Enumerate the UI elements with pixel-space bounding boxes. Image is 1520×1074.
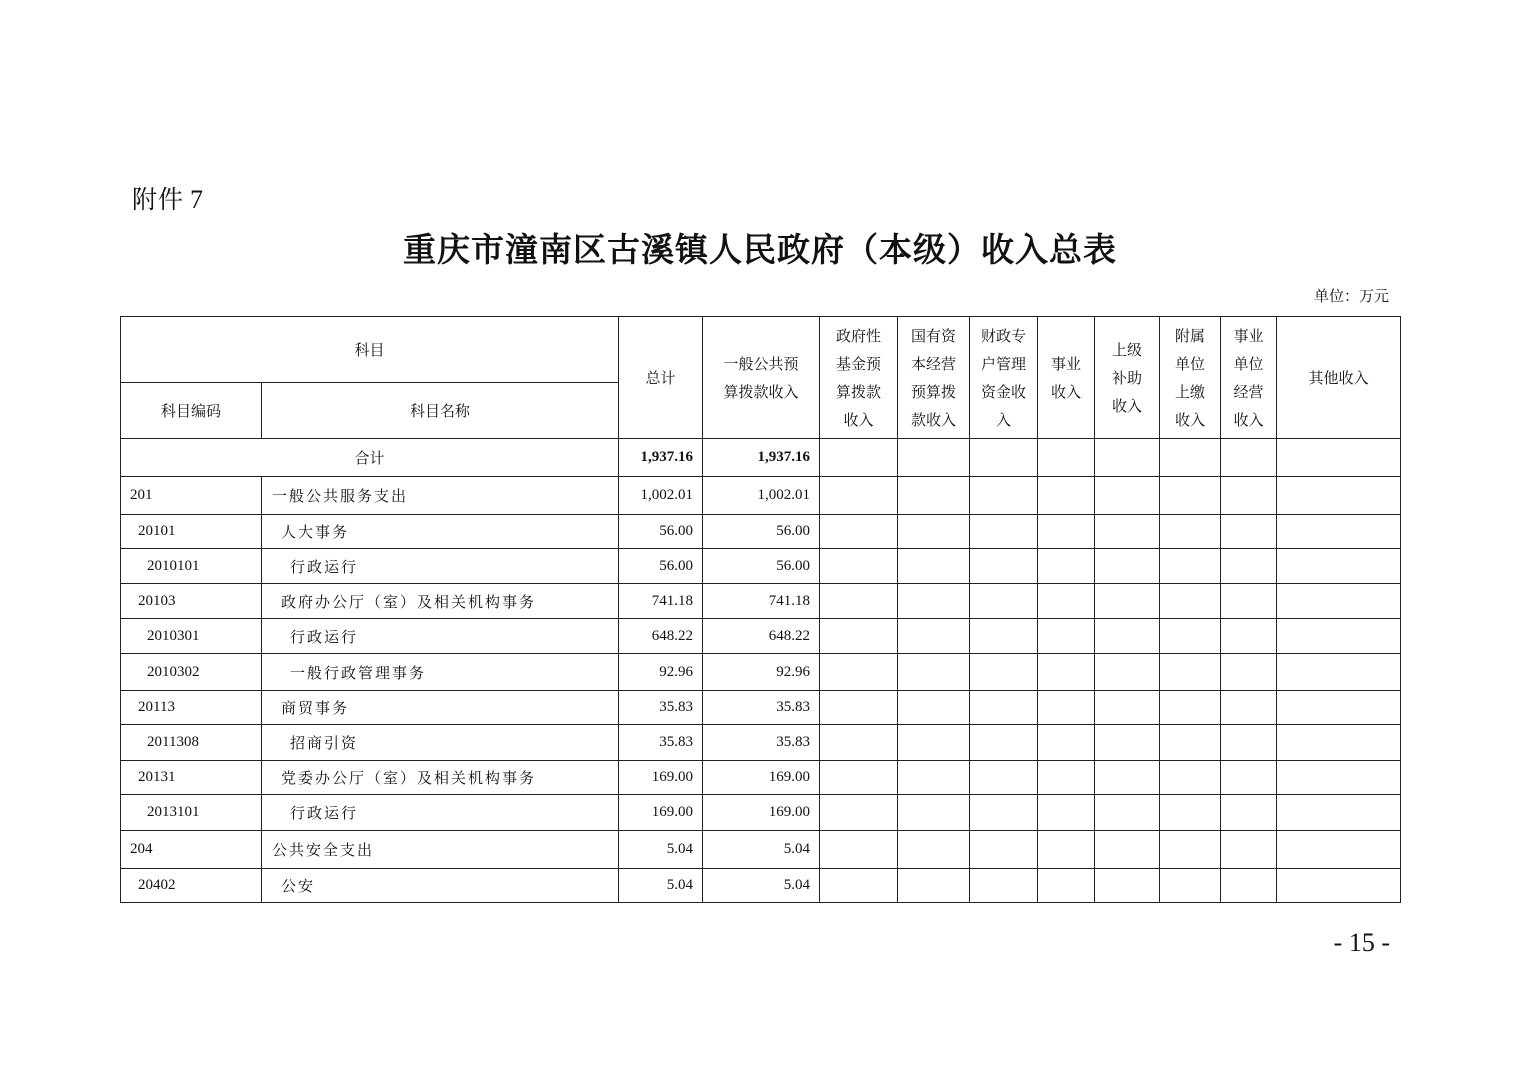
empty-cell (1277, 831, 1401, 869)
empty-cell (1160, 869, 1221, 903)
header-subject-name: 科目名称 (262, 383, 619, 439)
empty-cell (1038, 831, 1095, 869)
empty-cell (1221, 654, 1277, 691)
total-sum: 1,937.16 (619, 439, 703, 477)
empty-cell (1160, 477, 1221, 515)
empty-cell (1277, 549, 1401, 584)
table-row (121, 515, 1401, 549)
empty-cell (1221, 725, 1277, 761)
empty-cell (970, 725, 1038, 761)
total-cell: 5.04 (619, 831, 703, 869)
subject-code-cell: 20101 (121, 515, 262, 549)
total-general-budget: 1,937.16 (703, 439, 820, 477)
empty-cell (1038, 761, 1095, 795)
empty-cell (898, 584, 970, 619)
empty-cell (1277, 691, 1401, 725)
empty-cell (1038, 869, 1095, 903)
total-row (121, 439, 1401, 477)
subject-name-cell: 一般行政管理事务 (262, 654, 619, 691)
empty-cell (1095, 725, 1160, 761)
empty-cell (1160, 619, 1221, 654)
empty-cell (1277, 439, 1401, 477)
empty-cell (1095, 831, 1160, 869)
subject-code-cell: 20402 (121, 869, 262, 903)
empty-cell (898, 619, 970, 654)
empty-cell (1221, 619, 1277, 654)
total-label: 合计 (121, 439, 619, 477)
header-fiscal-account: 财政专户管理资金收入 (970, 317, 1038, 439)
total-cell: 5.04 (619, 869, 703, 903)
empty-cell (1160, 795, 1221, 831)
header-superior-subsidy: 上级补助收入 (1095, 317, 1160, 439)
subject-name-cell: 公安 (262, 869, 619, 903)
subject-code-cell: 20131 (121, 761, 262, 795)
empty-cell (1277, 515, 1401, 549)
empty-cell (898, 725, 970, 761)
subject-name-cell: 一般公共服务支出 (262, 477, 619, 515)
empty-cell (1160, 725, 1221, 761)
empty-cell (970, 515, 1038, 549)
empty-cell (1277, 795, 1401, 831)
table-row (121, 549, 1401, 584)
page-number: - 15 - (1333, 928, 1390, 957)
empty-cell (1221, 831, 1277, 869)
subject-name-cell: 公共安全支出 (262, 831, 619, 869)
empty-cell (1221, 691, 1277, 725)
empty-cell (898, 515, 970, 549)
header-operating: 事业单位经营收入 (1221, 317, 1277, 439)
empty-cell (820, 654, 898, 691)
empty-cell (1277, 619, 1401, 654)
empty-cell (1160, 549, 1221, 584)
general-budget-cell: 56.00 (703, 549, 820, 584)
table-row (121, 691, 1401, 725)
empty-cell (820, 725, 898, 761)
empty-cell (1160, 654, 1221, 691)
table-row (121, 761, 1401, 795)
empty-cell (1038, 439, 1095, 477)
empty-cell (820, 619, 898, 654)
empty-cell (970, 654, 1038, 691)
header-affiliated: 附属单位上缴收入 (1160, 317, 1221, 439)
general-budget-cell: 169.00 (703, 795, 820, 831)
empty-cell (1277, 654, 1401, 691)
general-budget-cell: 5.04 (703, 831, 820, 869)
general-budget-cell: 35.83 (703, 691, 820, 725)
header-other: 其他收入 (1277, 317, 1401, 439)
subject-name-cell: 商贸事务 (262, 691, 619, 725)
empty-cell (970, 439, 1038, 477)
empty-cell (1095, 439, 1160, 477)
empty-cell (1277, 761, 1401, 795)
empty-cell (970, 477, 1038, 515)
empty-cell (1277, 869, 1401, 903)
table-row (121, 831, 1401, 869)
page-title: 重庆市潼南区古溪镇人民政府（本级）收入总表 (403, 230, 1117, 269)
general-budget-cell: 5.04 (703, 869, 820, 903)
empty-cell (820, 691, 898, 725)
total-cell: 56.00 (619, 515, 703, 549)
empty-cell (1095, 549, 1160, 584)
empty-cell (898, 761, 970, 795)
empty-cell (820, 869, 898, 903)
empty-cell (1221, 584, 1277, 619)
subject-code-cell: 2010302 (121, 654, 262, 691)
empty-cell (820, 761, 898, 795)
empty-cell (1277, 477, 1401, 515)
header-state-capital: 国有资本经营预算拨款收入 (898, 317, 970, 439)
subject-name-cell: 行政运行 (262, 795, 619, 831)
general-budget-cell: 648.22 (703, 619, 820, 654)
total-cell: 56.00 (619, 549, 703, 584)
general-budget-cell: 56.00 (703, 515, 820, 549)
empty-cell (1277, 584, 1401, 619)
empty-cell (1095, 515, 1160, 549)
empty-cell (1221, 795, 1277, 831)
total-cell: 35.83 (619, 691, 703, 725)
empty-cell (1095, 654, 1160, 691)
empty-cell (1095, 691, 1160, 725)
header-total: 总计 (619, 317, 703, 439)
empty-cell (1221, 761, 1277, 795)
empty-cell (970, 795, 1038, 831)
empty-cell (898, 477, 970, 515)
header-gov-fund: 政府性基金预算拨款收入 (820, 317, 898, 439)
general-budget-cell: 741.18 (703, 584, 820, 619)
subject-name-cell: 行政运行 (262, 619, 619, 654)
empty-cell (820, 515, 898, 549)
empty-cell (898, 869, 970, 903)
empty-cell (1221, 439, 1277, 477)
general-budget-cell: 35.83 (703, 725, 820, 761)
subject-code-cell: 20113 (121, 691, 262, 725)
empty-cell (970, 549, 1038, 584)
total-cell: 169.00 (619, 795, 703, 831)
subject-code-cell: 2010301 (121, 619, 262, 654)
empty-cell (1277, 725, 1401, 761)
empty-cell (1221, 515, 1277, 549)
empty-cell (820, 439, 898, 477)
header-general-budget: 一般公共预算拨款收入 (703, 317, 820, 439)
table-row (121, 477, 1401, 515)
empty-cell (970, 831, 1038, 869)
income-summary-table (120, 316, 1401, 903)
total-cell: 35.83 (619, 725, 703, 761)
general-budget-cell: 169.00 (703, 761, 820, 795)
header-subject: 科目 (121, 317, 619, 383)
general-budget-cell: 92.96 (703, 654, 820, 691)
empty-cell (1038, 795, 1095, 831)
empty-cell (1095, 795, 1160, 831)
unit-label: 单位：万元 (1313, 287, 1389, 305)
empty-cell (820, 831, 898, 869)
empty-cell (970, 619, 1038, 654)
subject-name-cell: 人大事务 (262, 515, 619, 549)
empty-cell (1038, 619, 1095, 654)
empty-cell (1160, 761, 1221, 795)
empty-cell (820, 549, 898, 584)
subject-code-cell: 2011308 (121, 725, 262, 761)
empty-cell (1038, 654, 1095, 691)
empty-cell (820, 795, 898, 831)
table-row (121, 619, 1401, 654)
empty-cell (820, 477, 898, 515)
total-cell: 169.00 (619, 761, 703, 795)
empty-cell (970, 761, 1038, 795)
empty-cell (970, 584, 1038, 619)
empty-cell (970, 691, 1038, 725)
subject-name-cell: 党委办公厅（室）及相关机构事务 (262, 761, 619, 795)
attachment-label: 附件 7 (132, 180, 213, 216)
subject-code-cell: 2013101 (121, 795, 262, 831)
empty-cell (1095, 619, 1160, 654)
empty-cell (1038, 549, 1095, 584)
subject-code-cell: 201 (121, 477, 262, 515)
table-row (121, 725, 1401, 761)
table-row (121, 584, 1401, 619)
empty-cell (1160, 439, 1221, 477)
empty-cell (898, 831, 970, 869)
empty-cell (898, 795, 970, 831)
empty-cell (1095, 584, 1160, 619)
header-business: 事业收入 (1038, 317, 1095, 439)
empty-cell (1038, 691, 1095, 725)
empty-cell (1160, 831, 1221, 869)
table-row (121, 869, 1401, 903)
attachment-number: 7 (190, 185, 205, 214)
empty-cell (898, 691, 970, 725)
subject-name-cell: 招商引资 (262, 725, 619, 761)
empty-cell (898, 549, 970, 584)
subject-name-cell: 政府办公厅（室）及相关机构事务 (262, 584, 619, 619)
empty-cell (1038, 725, 1095, 761)
empty-cell (1095, 869, 1160, 903)
empty-cell (1221, 869, 1277, 903)
total-cell: 1,002.01 (619, 477, 703, 515)
empty-cell (1095, 761, 1160, 795)
empty-cell (898, 439, 970, 477)
empty-cell (1160, 584, 1221, 619)
general-budget-cell: 1,002.01 (703, 477, 820, 515)
table-row (121, 795, 1401, 831)
empty-cell (1038, 477, 1095, 515)
empty-cell (820, 584, 898, 619)
empty-cell (1221, 477, 1277, 515)
empty-cell (1160, 515, 1221, 549)
empty-cell (1038, 584, 1095, 619)
total-cell: 648.22 (619, 619, 703, 654)
table-row (121, 654, 1401, 691)
subject-name-cell: 行政运行 (262, 549, 619, 584)
header-subject-code: 科目编码 (121, 383, 262, 439)
subject-code-cell: 2010101 (121, 549, 262, 584)
empty-cell (1160, 691, 1221, 725)
subject-code-cell: 20103 (121, 584, 262, 619)
empty-cell (898, 654, 970, 691)
total-cell: 741.18 (619, 584, 703, 619)
empty-cell (970, 869, 1038, 903)
empty-cell (1095, 477, 1160, 515)
subject-code-cell: 204 (121, 831, 262, 869)
total-cell: 92.96 (619, 654, 703, 691)
empty-cell (1038, 515, 1095, 549)
empty-cell (1221, 549, 1277, 584)
